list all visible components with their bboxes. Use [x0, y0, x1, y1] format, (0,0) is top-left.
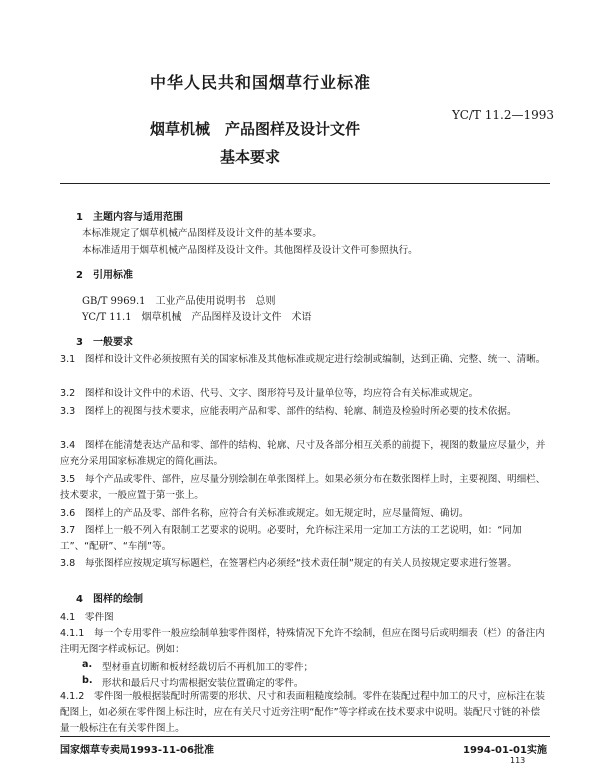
reference-standard-2: YC/T 11.1 烟草机械 产品图样及设计文件 术语	[82, 312, 312, 323]
section-1-heading: 1 主题内容与适用范围	[76, 212, 183, 223]
list-item-b: 形状和最后尺寸均需根据安装位置确定的零件。	[102, 678, 304, 689]
issuing-body-header: 中华人民共和国烟草行业标准	[150, 73, 372, 92]
clause-3-4: 3.4 图样在能清楚表达产品和零、部件的结构、轮廓、尺寸及各部分相互关系的前提下，视图的数量应尽量少，并应充分采用国家标准规定的简化画法。	[60, 440, 546, 467]
section-2-heading: 2 引用标准	[76, 270, 133, 281]
footer-divider	[60, 736, 550, 737]
section-4-heading: 4 图样的绘制	[76, 594, 143, 605]
list-item-a: 型材垂直切断和板材经裁切后不再机加工的零件；	[102, 662, 314, 673]
section-1-paragraph-1: 本标准规定了烟草机械产品图样及设计文件的基本要求。	[82, 228, 322, 239]
clause-4-1-2: 4.1.2 零件图一般根据装配时所需要的形状、尺寸和表面粗糙度绘制。零件在装配过程中加工的尺寸，应标注在装配图上，如必须在零件图上标注时，应在有关尺寸近旁注明“配作”等字样或在技术要求中说明。装配尺寸链的补偿量一般标注在有关零件图上。	[60, 691, 545, 734]
clause-3-2: 3.2 图样和设计文件中的术语、代号、文字、图形符号及计量单位等，均应符合有关标准或规定。	[60, 388, 479, 399]
reference-standard-1: GB/T 9969.1 工业产品使用说明书 总则	[82, 296, 276, 307]
list-item-b-label: b.	[82, 675, 93, 686]
clause-4-1: 4.1 零件图	[60, 612, 114, 623]
standard-code: YC/T 11.2—1993	[452, 108, 555, 122]
clause-3-7: 3.7 图样上一般不列入有限制工艺要求的说明。必要时，允许标注采用一定加工方法的工艺说明，如：“同加工”、“配研”、“车削”等。	[60, 525, 522, 552]
clause-4-1-1: 4.1.1 每一个专用零件一般应绘制单独零件图样，特殊情况下允许不绘制，但应在图号后或明细表（栏）的备注内注明无图字样或标记。例如：	[60, 628, 545, 655]
effective-date: 1994-01-01实施	[463, 745, 547, 756]
document-title-line1: 烟草机械 产品图样及设计文件	[150, 120, 361, 138]
clause-3-5: 3.5 每个产品或零件、部件，应尽量分别绘制在单张图样上。如果必须分布在数张图样上时，主要视图、明细栏、技术要求，一般应置于第一张上。	[60, 474, 546, 501]
list-item-a-label: a.	[82, 659, 93, 670]
clause-3-1: 3.1 图样和设计文件必须按照有关的国家标准及其他标准或规定进行绘制或编制，达到正确、完整、统一、清晰。	[60, 354, 546, 365]
header-divider	[60, 183, 550, 184]
page-number: 113	[510, 756, 526, 765]
approval-date: 国家烟草专卖局1993-11-06批准	[60, 745, 214, 756]
section-1-paragraph-2: 本标准适用于烟草机械产品图样及设计文件。其他图样及设计文件可参照执行。	[82, 245, 418, 256]
clause-3-6: 3.6 图样上的产品及零、部件名称，应符合有关标准或规定。如无规定时，应尽量简短、确切。	[60, 508, 469, 519]
clause-3-8: 3.8 每张图样应按规定填写标题栏，在签署栏内必须经“技术责任制”规定的有关人员按规定要求进行签署。	[60, 558, 517, 569]
document-title-line2: 基本要求	[220, 148, 281, 166]
section-3-heading: 3 一般要求	[76, 337, 133, 348]
clause-3-3: 3.3 图样上的视图与技术要求，应能表明产品和零、部件的结构、轮廓、制造及检验时所必要的技术依据。	[60, 406, 517, 417]
